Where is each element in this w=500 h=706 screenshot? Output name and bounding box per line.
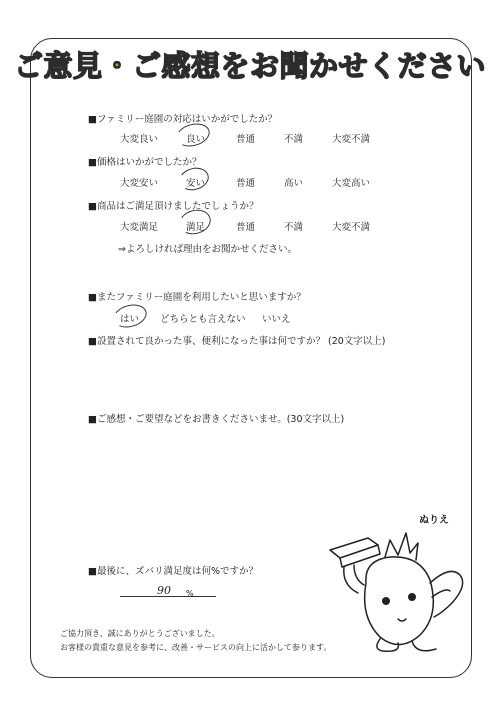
question-price: ■価格はいかがでしたか？ <box>88 157 202 168</box>
options-reuse <box>0 311 500 325</box>
option: 大変安い <box>120 178 159 189</box>
option: 大変満足 <box>120 222 159 233</box>
page-title: ご意見・ご感想をお聞かせください <box>13 49 486 83</box>
option-selected: はい <box>120 314 140 325</box>
options-product <box>0 219 500 233</box>
option: 大変不満 <box>332 222 371 233</box>
satisfaction-value: 90 <box>157 584 171 597</box>
option-selected: 良い <box>186 134 206 145</box>
option: どちらとも言えない <box>160 314 246 325</box>
option: 大変高い <box>332 178 371 189</box>
question-benefits: ■設置されて良かった事、便利になった事は何ですか？ (20文字以上) <box>88 336 386 347</box>
option-selected: 満足 <box>186 222 206 233</box>
option-selected: 安い <box>186 178 206 189</box>
option: 普通 <box>236 178 256 189</box>
question-feedback: ■ご感想・ご要望などをお書きくださいませ。(30文字以上) <box>88 414 345 425</box>
reason-prompt: ⇒よろしければ理由をお聞かせください。 <box>118 244 297 255</box>
question-product: ■商品はご満足頂けましたでしょうか？ <box>88 201 259 212</box>
option: 大変不満 <box>332 134 371 145</box>
question-reuse: ■またファミリー庭園を利用したいと思いますか？ <box>88 292 306 303</box>
option: 不満 <box>284 222 304 233</box>
question-satisfaction: ■ファミリー庭園の対応はいかがでしたか？ <box>88 114 278 125</box>
option: いいえ <box>262 314 291 325</box>
option: 大変良い <box>120 134 159 145</box>
mascot-illustration <box>320 505 480 665</box>
options-price <box>0 175 500 189</box>
improvement-text: お客様の貴重な意見を参考に、改善・サービスの向上に活かして参ります。 <box>60 643 332 652</box>
options-satisfaction <box>0 131 500 145</box>
option: 普通 <box>236 222 256 233</box>
satisfaction-unit: % <box>186 589 194 598</box>
option: 高い <box>284 178 304 189</box>
nurie-label: ぬりえ <box>419 515 449 526</box>
option: 普通 <box>236 134 256 145</box>
thanks-text: ご協力頂き、誠にありがとうございました。 <box>60 629 220 638</box>
question-overall: ■最後に、ズバリ満足度は何%ですか？ <box>88 566 259 577</box>
option: 不満 <box>284 134 304 145</box>
